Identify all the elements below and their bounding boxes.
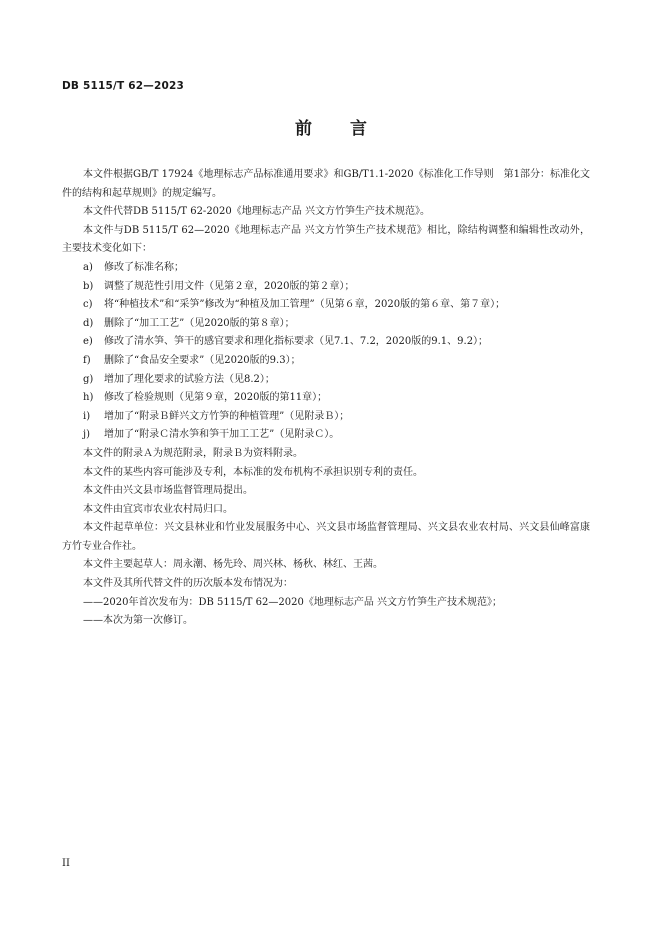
page-title: 前言 xyxy=(295,119,405,139)
changes-list xyxy=(62,259,590,445)
foreword-body xyxy=(62,166,590,631)
list-item xyxy=(62,259,590,278)
paragraph-centralized-by: 本文件由宜宾市农业农村局归口。 xyxy=(83,503,233,515)
paragraph-appendix: 本文件的附录Ａ为规范附录，附录Ｂ为资料附录。 xyxy=(83,447,303,459)
document-code: DB 5115/T 62—2023 xyxy=(62,80,184,92)
paragraph-drafters: 本文件主要起草人：周永潮、杨先玲、周兴林、杨秋、林红、王茜。 xyxy=(83,559,383,571)
list-item-text: 删除了“食品安全要求”（见2020版的9.3）； xyxy=(104,354,301,366)
list-item xyxy=(62,426,590,445)
list-item xyxy=(62,296,590,315)
list-item-text: 增加了“附录Ｂ鲜兴文方竹笋的种植管理”（见附录Ｂ）； xyxy=(104,410,350,422)
list-marker: i) xyxy=(83,410,91,422)
list-item-text: 增加了理化要求的试验方法（见8.2）； xyxy=(104,373,275,385)
list-marker: f) xyxy=(83,354,91,366)
paragraph-proposed-by: 本文件由兴文县市场监督管理局提出。 xyxy=(83,485,253,497)
paragraph-history-intro: 本文件及其所代替文件的历次版本发布情况为： xyxy=(83,578,293,590)
list-item-text: 调整了规范性引用文件（见第２章，2020版的第２章）； xyxy=(104,280,355,292)
paragraph-changes-intro: 本文件与DB 5115/T 62—2020《地理标志产品 兴文方竹笋生产技术规范》相比，除结构调整和编辑性改动外，主要技术变化如下： xyxy=(62,224,590,255)
list-item-text: 修改了检验规则（见第９章，2020版的第11章）； xyxy=(104,392,328,404)
paragraph-drafting-units: 本文件起草单位：兴文县林业和竹业发展服务中心、兴文县市场监督管理局、兴文县农业农村局、兴文县仙峰富康方竹专业合作社。 xyxy=(62,522,590,552)
list-marker: d) xyxy=(83,317,94,329)
list-item xyxy=(62,333,590,352)
page-number: II xyxy=(62,858,70,869)
list-marker: c) xyxy=(83,299,93,311)
list-marker: j) xyxy=(83,429,91,441)
list-item xyxy=(62,315,590,334)
list-marker: b) xyxy=(83,280,94,292)
paragraph-patent: 本文件的某些内容可能涉及专利，本标准的发布机构不承担识别专利的责任。 xyxy=(83,466,423,478)
list-item xyxy=(62,389,590,408)
list-item-text: 增加了“附录Ｃ清水笋和笋干加工工艺”（见附录Ｃ）。 xyxy=(104,429,340,441)
paragraph-history-revision: ——本次为第一次修订。 xyxy=(83,615,193,627)
list-marker: e) xyxy=(83,336,93,348)
list-item xyxy=(62,371,590,390)
list-marker: a) xyxy=(83,261,93,273)
list-item-text: 修改了标准名称； xyxy=(104,261,184,273)
list-item xyxy=(62,352,590,371)
list-item-text: 修改了清水笋、笋干的感官要求和理化指标要求（见7.1、7.2，2020版的9.1、9.2）； xyxy=(104,336,489,348)
list-marker: h) xyxy=(83,392,94,404)
paragraph-basis: 本文件根据GB/T 17924《地理标志产品标准通用要求》和GB/T1.1-2020《标准化工作导则 第1部分：标准化文件的结构和起草规则》的规定编写。 xyxy=(62,169,590,199)
paragraph-replaces: 本文件代替DB 5115/T 62-2020《地理标志产品 兴文方竹笋生产技术规范》。 xyxy=(83,206,430,218)
list-item-text: 将“种植技术”和“采笋”修改为“种植及加工管理”（见第６章，2020版的第６章、第７章）； xyxy=(104,299,506,311)
list-marker: g) xyxy=(83,373,94,385)
list-item xyxy=(62,278,590,297)
list-item-text: 删除了“加工工艺”（见2020版的第８章）； xyxy=(104,317,295,329)
list-item xyxy=(62,408,590,427)
paragraph-history-first: ——2020年首次发布为：DB 5115/T 62—2020《地理标志产品 兴文方竹笋生产技术规范》； xyxy=(83,596,503,608)
